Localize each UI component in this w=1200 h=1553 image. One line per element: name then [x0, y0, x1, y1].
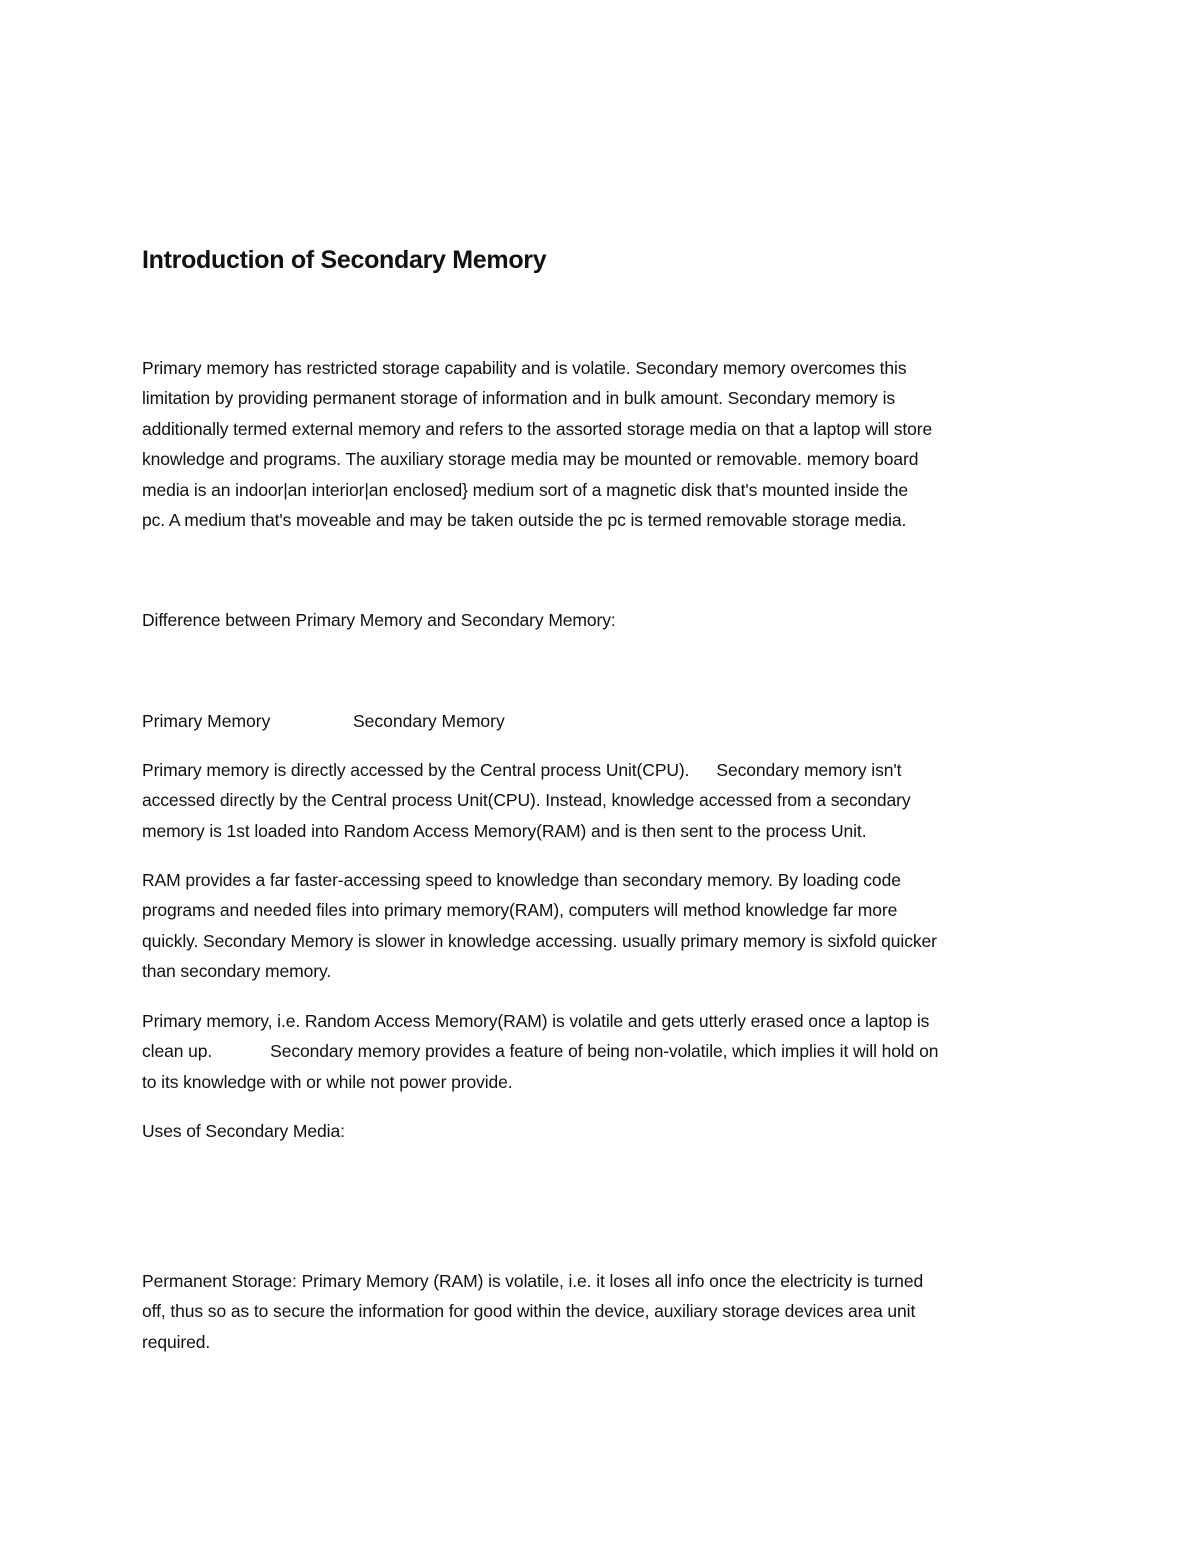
paragraph-line: knowledge and programs. The auxiliary storage media may be mounted or removable. memory board [142, 449, 919, 470]
permanent-storage-paragraph [142, 1266, 923, 1357]
paragraph-line: Primary memory, i.e. Random Access Memory(RAM) is volatile and gets utterly erased once a laptop is [142, 1011, 930, 1031]
secondary-cell: Secondary memory isn't [716, 760, 902, 780]
paragraph-line: memory is 1st loaded into Random Access Memory(RAM) and is then sent to the process Unit. [142, 820, 867, 841]
paragraph-line [142, 1036, 938, 1066]
paragraph-line: additionally termed external memory and refers to the assorted storage media on that a laptop will store [142, 418, 933, 439]
comparison-speed [142, 865, 937, 987]
paragraph-line: to its knowledge with or while not power provide. [142, 1071, 513, 1092]
uses-heading-text: Uses of Secondary Media: [142, 1121, 345, 1141]
intro-paragraph [142, 353, 932, 535]
paragraph-line [142, 755, 911, 785]
secondary-cell: Secondary memory provides a feature of being non-volatile, which implies it will hold on [270, 1041, 939, 1062]
paragraph-line: required. [142, 1331, 211, 1352]
paragraph-line: media is an indoor|an interior|an enclosed} medium sort of a magnetic disk that's mounted inside the [142, 479, 909, 500]
column-header-secondary: Secondary Memory [353, 711, 505, 731]
paragraph-line: accessed directly by the Central process Unit(CPU). Instead, knowledge accessed from a secondary [142, 790, 911, 811]
paragraph-line: quickly. Secondary Memory is slower in knowledge accessing. usually primary memory is sixfold quicker [142, 930, 937, 951]
paragraph-line: limitation by providing permanent storage of information and in bulk amount. Secondary memory is [142, 388, 896, 409]
column-header-primary: Primary Memory [142, 711, 271, 731]
difference-heading-text: Difference between Primary Memory and Secondary Memory: [142, 610, 616, 630]
comparison-access [142, 755, 911, 846]
paragraph-line: off, thus so as to secure the information for good within the device, auxiliary storage devices area unit [142, 1301, 916, 1322]
page-title: Introduction of Secondary Memory [142, 246, 547, 274]
primary-cell: Primary memory is directly accessed by the Central process Unit(CPU). [142, 760, 690, 780]
difference-heading [142, 605, 616, 635]
paragraph-line: RAM provides a far faster-accessing speed to knowledge than secondary memory. By loading code [142, 870, 901, 890]
comparison-volatility [142, 1006, 938, 1097]
paragraph-line: Permanent Storage: Primary Memory (RAM) is volatile, i.e. it loses all info once the electricity is turned [142, 1271, 924, 1291]
uses-heading [142, 1116, 345, 1146]
paragraph-line: programs and needed files into primary memory(RAM), computers will method knowledge far more [142, 900, 898, 921]
paragraph-line: than secondary memory. [142, 961, 332, 982]
paragraph-line: Primary memory has restricted storage capability and is volatile. Secondary memory overcomes this [142, 358, 907, 378]
paragraph-line: pc. A medium that's moveable and may be taken outside the pc is termed removable storage media. [142, 510, 907, 531]
primary-cell: clean up. [142, 1041, 213, 1062]
